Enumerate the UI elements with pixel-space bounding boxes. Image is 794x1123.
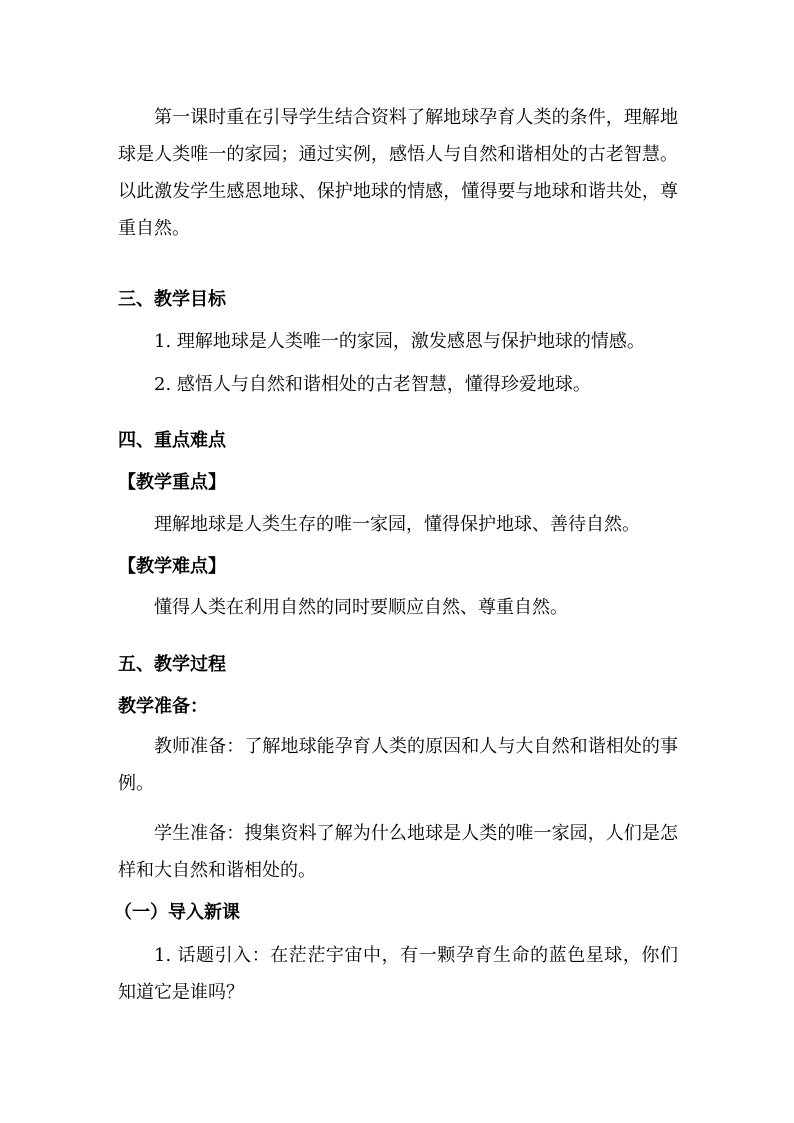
- section-5-heading: 五、教学过程: [118, 654, 226, 675]
- section-4-heading: 四、重点难点: [118, 430, 226, 451]
- teacher-prep-paragraph: 教师准备：了解地球能孕育人类的原因和人与大自然和谐相处的事例。: [118, 736, 678, 794]
- goal-item-1: 1. 理解地球是人类唯一的家园，激发感恩与保护地球的情感。: [154, 331, 645, 352]
- goal-item-2: 2. 感悟人与自然和谐相处的古老智慧，懂得珍爱地球。: [154, 374, 591, 395]
- key-point-label: 【教学重点】: [118, 472, 226, 493]
- subsection-1-heading: （一）导入新课: [114, 902, 240, 923]
- student-prep-paragraph: 学生准备：搜集资料了解为什么地球是人类的唯一家园，人们是怎样和大自然和谐相处的。: [118, 823, 678, 881]
- key-point-text: 理解地球是人类生存的唯一家园，懂得保护地球、善待自然。: [154, 514, 640, 535]
- difficulty-text: 懂得人类在利用自然的同时要顺应自然、尊重自然。: [154, 597, 568, 618]
- section-3-heading: 三、教学目标: [118, 289, 226, 310]
- intro-paragraph: 第一课时重在引导学生结合资料了解地球孕育人类的条件，理解地球是人类唯一的家园；通过实例，感悟人与自然和谐相处的古老智慧。以此激发学生感恩地球、保护地球的情感，懂得要与地球和谐共处，尊重自然。: [118, 107, 678, 239]
- prep-label: 教学准备：: [118, 696, 208, 717]
- sub1-item-1: 1. 话题引入：在茫茫宇宙中，有一颗孕育生命的蓝色星球，你们知道它是谁吗？: [118, 945, 678, 1003]
- difficulty-label: 【教学难点】: [118, 556, 226, 577]
